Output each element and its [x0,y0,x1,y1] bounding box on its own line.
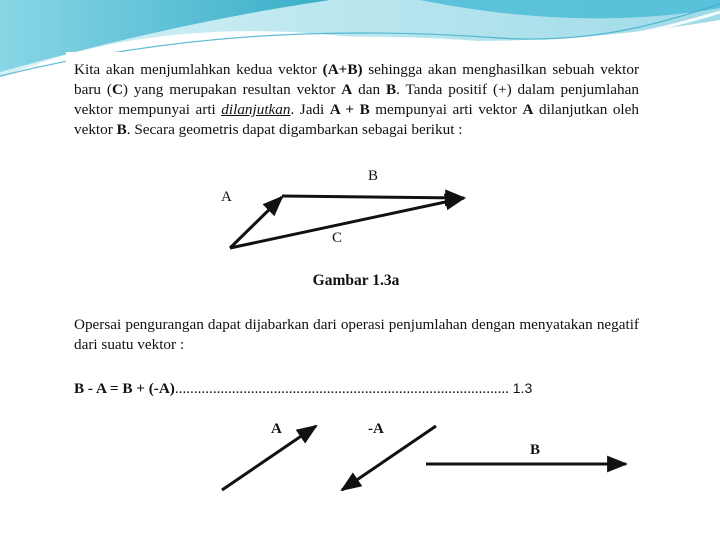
vector-a-symbol: A [522,101,534,118]
vector-b-arrow [282,196,464,198]
label-b-2: B [530,442,541,458]
text-segment: mempunyai arti vektor [369,101,523,118]
vector-a-symbol: A [341,81,353,98]
vector-b-symbol: B [116,121,127,138]
paragraph-subtraction [74,315,639,355]
equation-expression: B - A = B + (-A) [74,380,175,397]
equation-number: 1.3 [512,380,533,396]
label-neg-a: -A [368,421,384,437]
vector-a-arrow [230,197,282,248]
equation-line [74,378,639,399]
emphasis-dilanjutkan: dilanjutkan [221,101,291,118]
label-a: A [221,189,232,205]
text-segment: sehingga akan menghasilkan sebuah vektor baru ( [74,61,639,98]
label-a-2: A [271,421,282,437]
text-segment: . Tanda positif (+) dalam penjumlahan vektor mempunyai arti [74,81,639,118]
equation-dots: ........................................................................................ [174,380,509,397]
a-plus-b-expression: A + B [329,101,370,118]
text-segment: . Secara geometris dapat digambarkan sebagai berikut : [126,121,463,138]
figure-caption: Gambar 1.3a [312,272,400,289]
label-c: C [332,230,343,246]
vector-c-arrow [230,198,464,248]
label-b: B [368,168,379,184]
vector-b-symbol: B [385,81,397,98]
text-segment: dan [352,81,386,98]
text-segment: dilanjutkan oleh vektor [74,101,639,138]
document-page [66,52,646,497]
text-segment: ) yang merupakan resultan vektor [122,81,342,98]
text-segment: Kita akan menjumlahkan kedua vektor [74,61,323,78]
vector-c-symbol: C [111,81,123,98]
sum-expression: (A+B) [322,61,363,78]
vector-a-arrow-2 [222,426,316,490]
paragraph-text: Opersai pengurangan dapat dijabarkan dari operasi penjumlahan dengan menyatakan negatif dari suatu vektor : [74,316,639,353]
text-segment: . Jadi [290,101,330,118]
vector-neg-a-arrow [342,426,436,490]
